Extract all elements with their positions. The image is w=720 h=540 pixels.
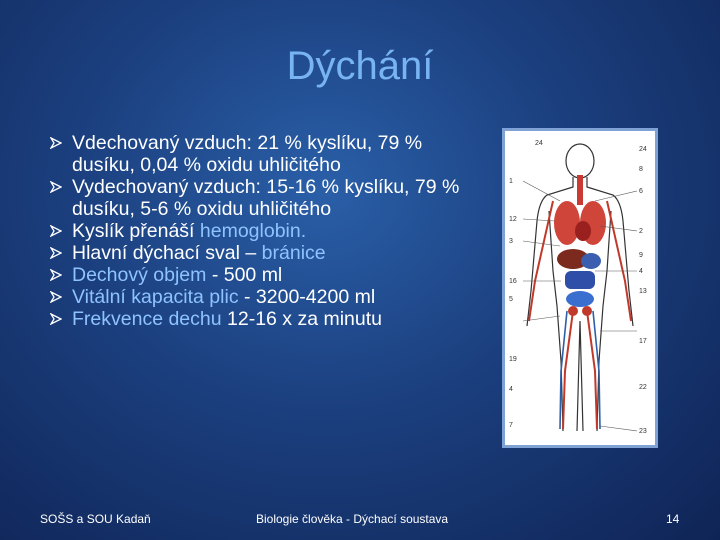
bullet-item <box>50 176 480 220</box>
bullet-item <box>50 308 480 330</box>
figure-label-top: 24 <box>535 140 543 147</box>
bullet-list <box>50 132 480 330</box>
svg-text:2: 2 <box>639 228 643 235</box>
bullet-item <box>50 132 480 176</box>
bullet-highlight: Dechový objem <box>72 264 207 286</box>
bullet-text: Hlavní dýchací sval – <box>72 242 262 264</box>
bullet-item <box>50 220 480 242</box>
svg-text:16: 16 <box>509 278 517 285</box>
bullet-item <box>50 264 480 286</box>
svg-text:22: 22 <box>639 384 647 391</box>
svg-text:17: 17 <box>639 338 647 345</box>
bullet-highlight: Vitální kapacita plic <box>72 286 239 308</box>
page-number: 14 <box>666 512 680 526</box>
arrow-bullet-icon <box>50 225 62 237</box>
bullet-text: Vdechovaný vzduch: 21 % kyslíku, 79 % dusíku, 0,04 % oxidu uhličitého <box>72 132 423 176</box>
svg-text:24: 24 <box>639 146 647 153</box>
bullet-highlight: Frekvence dechu <box>72 308 222 330</box>
svg-text:1: 1 <box>509 178 513 185</box>
svg-text:12: 12 <box>509 216 517 223</box>
arrow-bullet-icon <box>50 137 62 149</box>
svg-text:19: 19 <box>509 356 517 363</box>
bullet-text: Kyslík přenáší <box>72 220 200 242</box>
footer-course: Biologie člověka - Dýchací soustava <box>256 512 449 526</box>
anatomy-figure <box>502 128 658 448</box>
arrow-bullet-icon <box>50 247 62 259</box>
svg-text:4: 4 <box>509 386 513 393</box>
bullet-highlight: bránice <box>261 242 326 264</box>
arrow-bullet-icon <box>50 291 62 303</box>
svg-text:3: 3 <box>509 238 513 245</box>
svg-text:8: 8 <box>639 166 643 173</box>
svg-text:7: 7 <box>509 422 513 429</box>
bullet-text: 12-16 x za minutu <box>221 308 383 330</box>
bullet-text: Vydechovaný vzduch: 15-16 % kyslíku, 79 % dusíku, 5-6 % oxidu uhličitého <box>72 176 460 220</box>
body-diagram <box>505 131 655 445</box>
svg-text:9: 9 <box>639 252 643 259</box>
arrow-bullet-icon <box>50 269 62 281</box>
arrow-bullet-icon <box>50 313 62 325</box>
bullet-text: - 500 ml <box>206 264 283 286</box>
footer-school: SOŠS a SOU Kadaň <box>40 512 151 526</box>
svg-text:6: 6 <box>639 188 643 195</box>
svg-text:23: 23 <box>639 428 647 435</box>
svg-text:4: 4 <box>639 268 643 275</box>
svg-text:13: 13 <box>639 288 647 295</box>
bullet-item <box>50 286 480 308</box>
slide-title: Dýchání <box>286 44 434 88</box>
bullet-item <box>50 242 480 264</box>
svg-text:5: 5 <box>509 296 513 303</box>
bullet-highlight: hemoglobin. <box>199 220 307 242</box>
bullet-text: - 3200-4200 ml <box>238 286 376 308</box>
arrow-bullet-icon <box>50 181 62 193</box>
